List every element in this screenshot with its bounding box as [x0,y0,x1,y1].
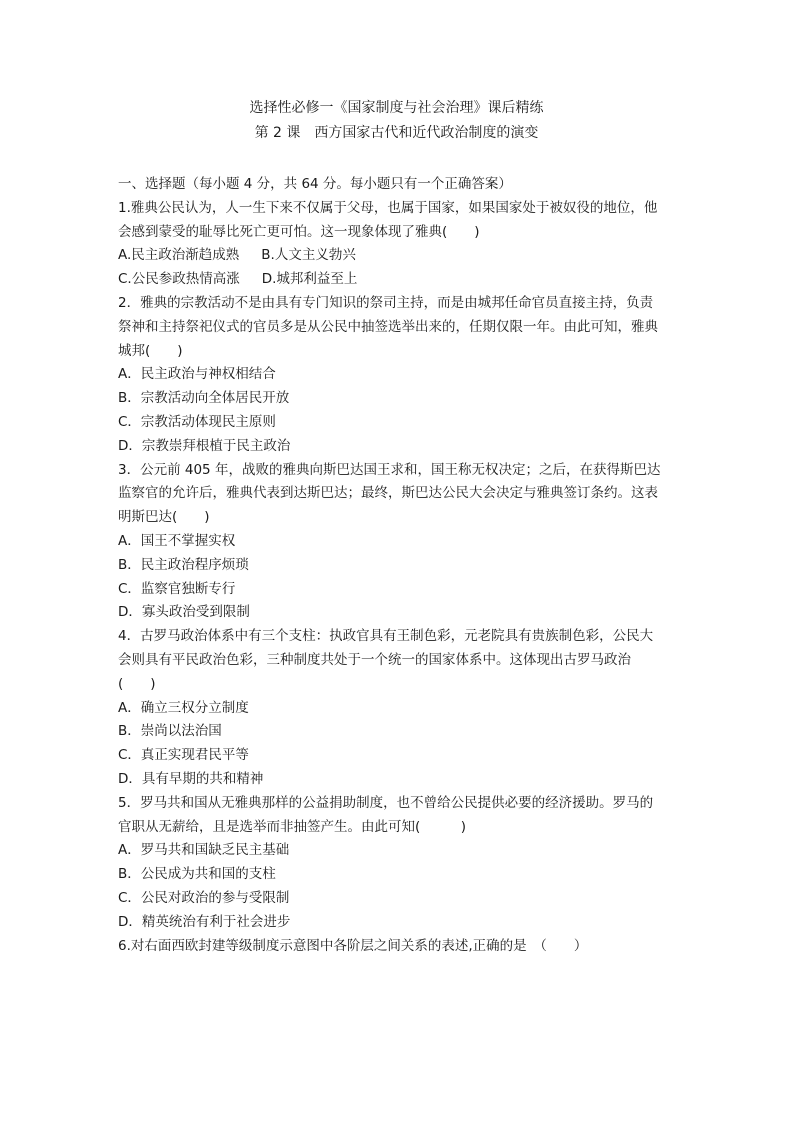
option-c: C.公民参政热情高涨 [118,271,240,288]
question-3 [118,459,680,626]
option-b: B．公民成为共和国的支柱 [118,866,276,883]
option-d: D．具有早期的共和精神 [118,770,264,787]
option-d: D.城邦利益至上 [261,271,358,288]
question-stem-line: 明斯巴达( ) [118,509,210,526]
option-a: A．民主政治与神权相结合 [118,366,276,383]
option-b: B.人文主义勃兴 [261,247,356,264]
option-b: B．民主政治程序烦琐 [118,556,249,573]
option-c: C．监察官独断专行 [118,580,236,597]
option-d: D．精英统治有利于社会进步 [118,913,291,930]
question-2 [118,292,680,459]
question-stem-line: 祭神和主持祭祀仪式的官员多是从公民中抽签选举出来的，任期仅限一年。由此可知，雅典 [118,318,658,335]
question-4 [118,625,680,792]
option-d: D．宗教崇拜根植于民主政治 [118,437,291,454]
option-row [118,268,680,292]
option-b: B．宗教活动向全体居民开放 [118,390,290,407]
question-stem-line: 5．罗马共和国从无雅典那样的公益捐助制度，也不曾给公民提供必要的经济援助。罗马的 [118,794,654,811]
option-c: C．宗教活动体现民主原则 [118,413,276,430]
question-stem-line: 会则具有平民政治色彩，三种制度共处于一个统一的国家体系中。这体现出古罗马政治 [118,651,631,668]
option-row [118,244,680,268]
question-stem-line: 4．古罗马政治体系中有三个支柱：执政官具有王制色彩，元老院具有贵族制色彩，公民大 [118,628,654,645]
question-stem-line: 3．公元前 405 年，战败的雅典向斯巴达国王求和，国王称无权决定；之后，在获得斯巴达 [118,461,661,478]
document-title: 选择性必修一《国家制度与社会治理》课后精练 [249,100,544,116]
option-d: D．寡头政治受到限制 [118,604,250,621]
question-stem-line: 会感到蒙受的耻辱比死亡更可怕。这一现象体现了雅典( ) [118,223,480,240]
question-stem-line: 2．雅典的宗教活动不是由具有专门知识的祭司主持，而是由城邦任命官员直接主持，负责 [118,294,654,311]
option-a: A．确立三权分立制度 [118,699,249,716]
option-c: C．公民对政治的参与受限制 [118,889,290,906]
question-list [118,173,680,958]
option-a: A．罗马共和国缺乏民主基础 [118,842,290,859]
option-c: C．真正实现君民平等 [118,747,249,764]
question-stem-line: 1.雅典公民认为，人一生下来不仅属于父母，也属于国家，如果国家处于被奴役的地位，他 [118,199,658,216]
lesson-subtitle: 第 2 课 西方国家古代和近代政治制度的演变 [254,125,539,141]
question-stem-line: 官职从无薪给，且是选举而非抽签产生。由此可知( ) [118,818,467,835]
question-stem-line: ( ) [118,675,156,692]
question-stem-line: 6.对右面西欧封建等级制度示意图中各阶层之间关系的表述,正确的是 （ ） [118,937,588,954]
option-b: B．崇尚以法治国 [118,723,222,740]
option-a: A．国王不掌握实权 [118,532,236,549]
question-6 [118,935,680,959]
question-stem-line: 监察官的允许后，雅典代表到达斯巴达；最终，斯巴达公民大会决定与雅典签订条约。这表 [118,485,658,502]
option-a: A.民主政治渐趋成熟 [118,247,240,264]
question-5 [118,792,680,935]
question-stem-line: 城邦( ) [118,342,183,359]
section-heading: 一、选择题（每小题 4 分，共 64 分。每小题只有一个正确答案） [118,176,512,192]
question-1 [118,197,680,292]
